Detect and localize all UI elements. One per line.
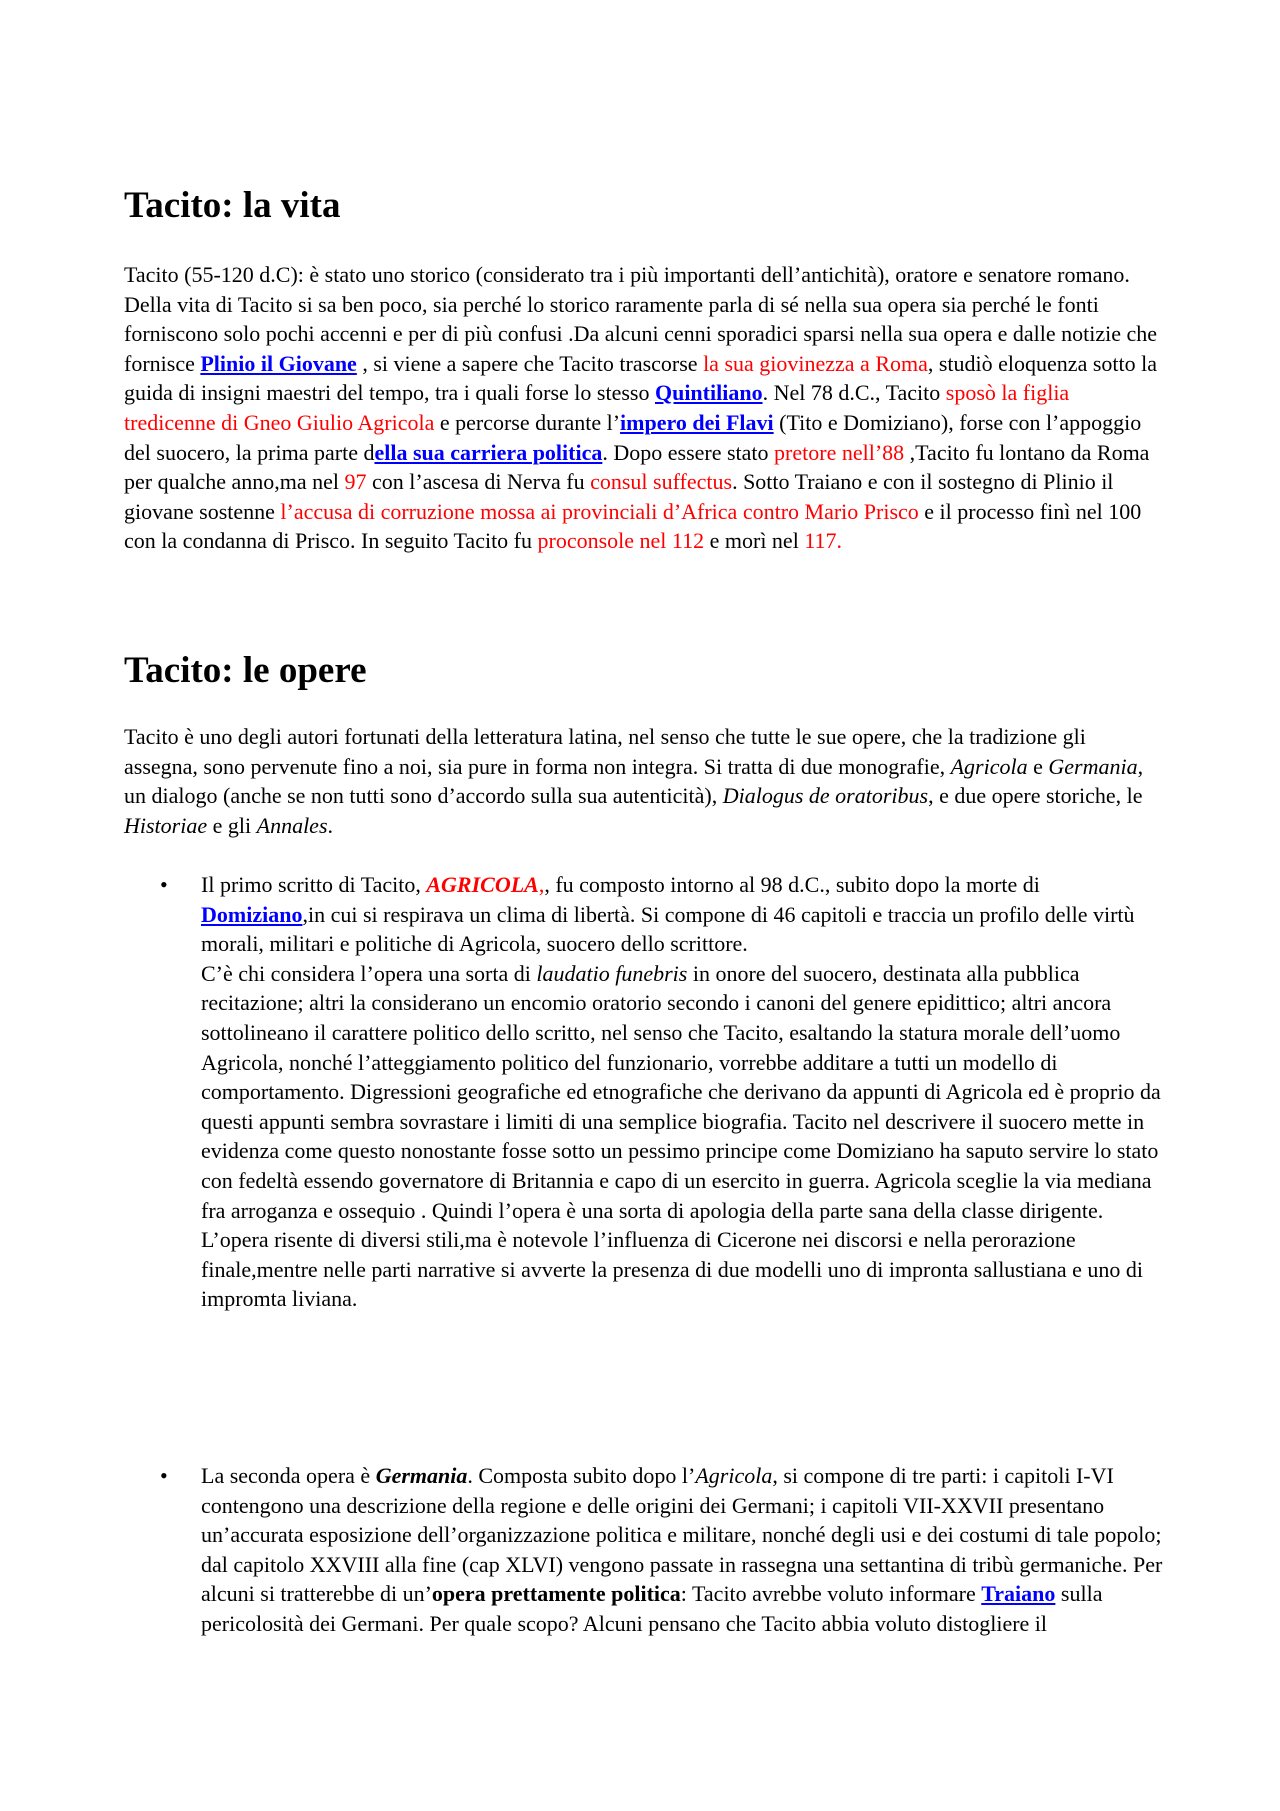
link-domiziano[interactable]: Domiziano (201, 901, 303, 927)
text-span: (Tito e Domiziano), forse con l’appoggio del suocero, la prima parte d (124, 409, 1142, 465)
highlight-accusa: l’accusa di corruzione mossa ai provinciali d’Africa contro Mario Prisco (280, 498, 919, 524)
text-span: C’è chi considera l’opera una sorta di (201, 960, 537, 986)
italic-agricola: Agricola (950, 753, 1028, 779)
bold-italic-germania: Germania (375, 1463, 468, 1488)
text-span: . Sotto Traiano e con il sostegno di Plinio il giovane sostenne (124, 469, 1114, 524)
highlight-117: 117. (804, 528, 842, 554)
text-span: . Nel 78 d.C., Tacito (762, 380, 946, 406)
italic-annales: Annales (256, 812, 328, 838)
bold-opera-politica: opera prettamente politica (431, 1581, 681, 1607)
text-span: ,Tacito fu lontano da Roma per qualche anno,ma nel (124, 439, 1150, 495)
italic-germania: Germania (1048, 753, 1138, 779)
text-span: , e due opere storiche, le (928, 783, 1143, 809)
list-item-agricola (160, 870, 1164, 1314)
text-span: e (1027, 753, 1049, 779)
text-span: , un dialogo (anche se non tutti sono d’accordo sulla sua autenticità), (124, 753, 1144, 809)
highlight-pretore: pretore nell’88 (774, 439, 905, 465)
text-span: ,in cui si respirava un clima di libertà. Si compone di 46 capitoli e traccia un profilo delle virtù morali, militari e politiche di Agricola, suocero dello scrittore. (201, 901, 1135, 957)
text-span: in onore del suocero, destinata alla pubblica recitazione; altri la considerano un encomio oratorio secondo i canoni del genere epidittico; altri ancora sottolineano il carattere politico dello scritto, nel senso che Tacito, esaltando la statura morale dell’uomo Agricola, nonché l’atteggiamento politico del funzionario, vorrebbe additare a tutti un modello di comportamento. Digressioni geografiche ed etnografiche che derivano da appunti di Agricola ed è proprio da questi appunti sembra sovrastare i limiti di una semplice biografia. Tacito nel descrivere il suocero mette in evidenza come questo nonostante fosse sotto un pessimo principe come Domiziano ha saputo servire lo stato con fedeltà essendo governatore di Britannia e capo di un esercito in guerra. Agricola sceglie la via mediana fra arroganza e ossequio . Quindi l’opera è una sorta di apologia della parte sana della classe dirigente. L’opera risente di diversi stili,ma è notevole l’influenza di Cicerone nei discorsi e nella perorazione finale,mentre nelle parti narrative si avverte la presenza di due modelli uno di impronta sallustiana e uno di impromta liviana. (201, 960, 1161, 1312)
bullet-text (201, 1461, 1169, 1639)
link-carriera-politica[interactable]: ella sua carriera politica (374, 439, 603, 465)
text-span: . Composta subito dopo l’ (467, 1463, 696, 1488)
text-span: e gli (207, 812, 257, 838)
text-span: , fu composto intorno al 98 d.C., subito dopo la morte di (544, 872, 1040, 897)
bullet-text (201, 870, 1169, 1314)
text-span: : Tacito avrebbe voluto informare (680, 1581, 982, 1607)
highlight-agricola-title: AGRICOLA (426, 872, 539, 897)
italic-dialogus: Dialogus de oratoribus (722, 783, 929, 809)
text-span: sulla pericolosità dei Germani. Per quale scopo? Alcuni pensano che Tacito abbia voluto distogliere il (201, 1581, 1103, 1636)
italic-historiae: Historiae (124, 812, 208, 838)
text-span: , si viene a sapere che Tacito trascorse (356, 350, 704, 376)
bullet-icon: • (160, 1463, 168, 1488)
highlight-consul: consul suffectus (590, 469, 733, 495)
text-span: , si compone di tre parti: i capitoli I-VI contengono una descrizione della regione e delle origini dei Germani; i capitoli VII-XXVII presentano un’accurata esposizione dell’organizzazione politica e militare, nonché degli usi e dei costumi di tale popolo; dal capitolo XXVIII alla fine (cap XLVI) vengono passate in rassegna una settantina di tribù germaniche. Per alcuni si tratterebbe di un’ (201, 1463, 1163, 1607)
text-span: La seconda opera è (201, 1463, 376, 1488)
text-span: con l’ascesa di Nerva fu (366, 469, 591, 495)
highlight-97: 97 (344, 469, 367, 495)
paragraph-vita (124, 260, 1164, 556)
comma-red: , (538, 872, 545, 897)
text-span: Il primo scritto di Tacito, (201, 872, 427, 897)
text-span: . Dopo essere stato (602, 439, 775, 465)
link-plinio-il-giovane[interactable]: Plinio il Giovane (200, 350, 357, 376)
text-span: e percorse durante l’ (434, 409, 621, 435)
italic-agricola: Agricola (695, 1463, 773, 1488)
highlight-proconsole: proconsole nel 112 (537, 528, 705, 554)
text-span: , studiò eloquenza sotto la guida di insigni maestri del tempo, tra i quali forse lo stesso (124, 350, 1157, 406)
heading-le-opere: Tacito: le opere (124, 650, 367, 691)
highlight-matrimonio: sposò la figlia tredicenne di Gneo Giulio Agricola (124, 380, 1070, 435)
text-span: Tacito è uno degli autori fortunati della letteratura latina, nel senso che tutte le sue opere, che la tradizione gli assegna, sono pervenute fino a noi, sia pure in forma non integra. Si tratta di due monografie, (124, 724, 1086, 779)
text-span: e morì nel (704, 528, 805, 554)
text-span: Tacito (55-120 d.C): è stato uno storico (considerato tra i più importanti dell’antichità), oratore e senatore romano. Della vita di Tacito si sa ben poco, sia perché lo storico raramente parla di sé nella sua opera sia perché le fonti forniscono solo pochi accenni e per di più confusi .Da alcuni cenni sporadici sparsi nella sua opera e dalle notizie che fornisce (124, 262, 1158, 376)
italic-laudatio: laudatio funebris (536, 960, 688, 986)
link-quintiliano[interactable]: Quintiliano (654, 380, 763, 406)
highlight-giovinezza: la sua giovinezza a Roma (703, 350, 928, 376)
text-span: e il processo finì nel 100 con la condanna di Prisco. In seguito Tacito fu (124, 498, 1142, 554)
text-span: . (327, 812, 334, 838)
bullet-icon: • (160, 872, 168, 897)
paragraph-opere (124, 722, 1164, 840)
link-traiano[interactable]: Traiano (981, 1581, 1056, 1607)
heading-la-vita: Tacito: la vita (124, 185, 341, 226)
link-impero-dei-flavi[interactable]: impero dei Flavi (620, 409, 774, 435)
list-item-germania (160, 1461, 1164, 1639)
